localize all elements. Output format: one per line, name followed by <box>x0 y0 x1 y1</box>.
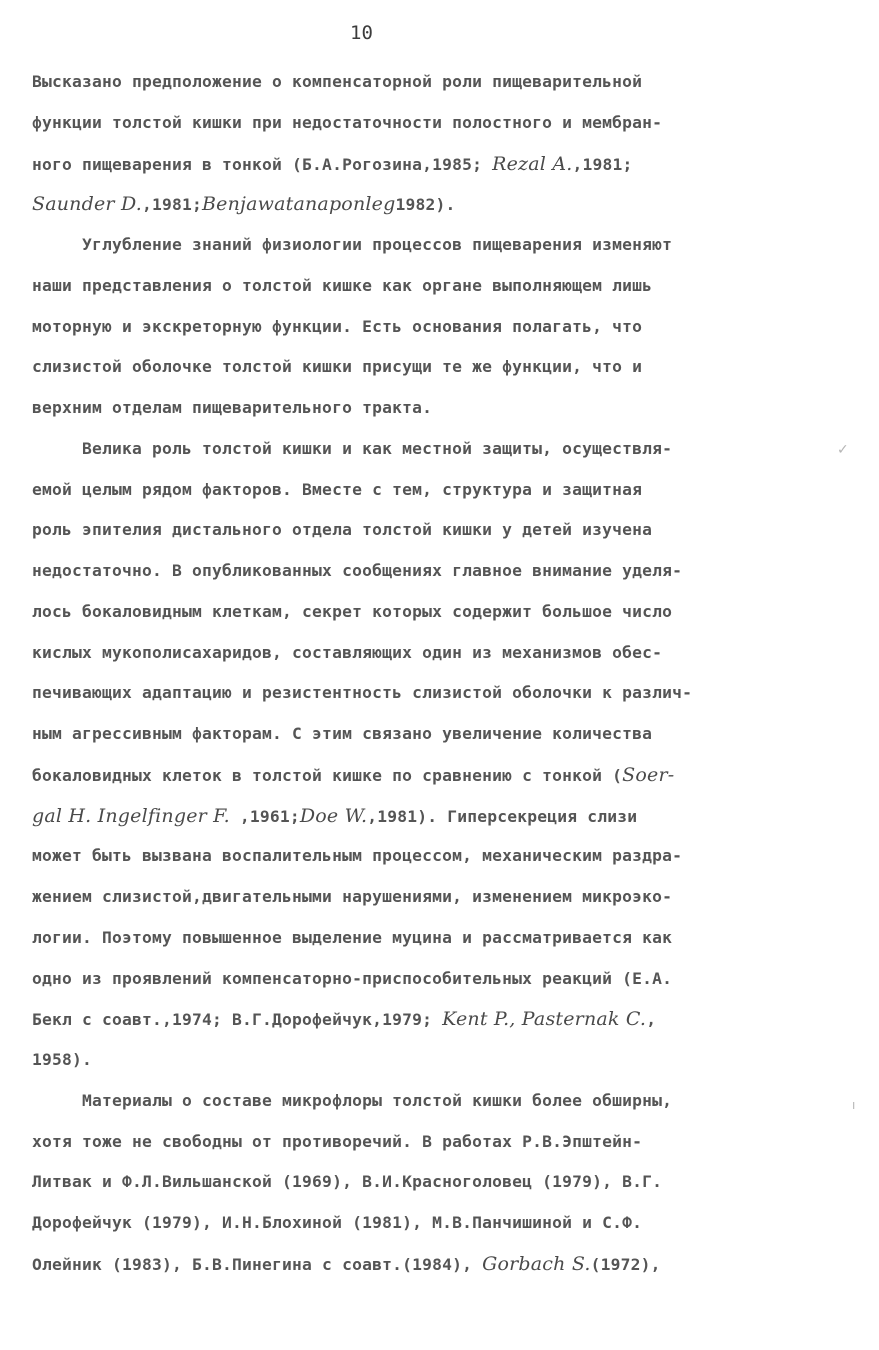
typed-text: моторную и экскреторную функции. Есть основания полагать, что <box>32 316 643 336</box>
typed-text: ,1981). Гиперсекреция слизи <box>367 806 638 826</box>
text-line <box>32 959 852 1000</box>
margin-mark: ı <box>852 1098 856 1112</box>
handwritten-citation: Gorbach S. <box>482 1252 591 1275</box>
typed-text: жением слизистой,двигательными нарушениями, изменением микроэко- <box>32 887 673 906</box>
typed-text: верхним отделам пищеварительного тракта. <box>32 398 433 417</box>
margin-check-mark: ✓ <box>837 442 849 458</box>
text-line <box>32 388 852 429</box>
handwritten-citation: Benjawatanaponleg <box>201 193 396 216</box>
handwritten-citation: Saunder D. <box>32 193 142 216</box>
typed-text: Дорофейчук (1979), И.Н.Блохиной (1981), М.В.Панчишиной и С.Ф. <box>32 1213 643 1232</box>
text-line <box>32 62 852 103</box>
typed-text: роль эпителия дистального отдела толстой кишки у детей изучена <box>32 520 653 540</box>
text-line <box>32 510 852 551</box>
text-line <box>32 1081 852 1122</box>
typed-text: функции толстой кишки при недостаточности полостного и мембран- <box>32 112 663 132</box>
typed-text: бокаловидных клеток в толстой кишке по сравнению с тонкой ( <box>32 765 623 785</box>
text-line <box>32 1040 852 1081</box>
typed-text: 1958). <box>32 1050 93 1069</box>
typed-text: ным агрессивным факторам. С этим связано увеличение количества <box>32 724 653 743</box>
document-body <box>32 62 852 1285</box>
typed-text: ,1981; <box>572 154 633 174</box>
text-line <box>32 796 852 837</box>
text-line <box>32 266 852 307</box>
typed-text: , <box>646 1010 657 1030</box>
text-line <box>32 184 852 225</box>
typed-text: ,1961; <box>229 806 300 826</box>
typed-text: может быть вызвана воспалительным процессом, механическим раздра- <box>32 846 683 866</box>
typed-text: лось бокаловидным клеткам, секрет которых содержит большое число <box>32 601 673 621</box>
text-line <box>32 470 852 511</box>
typed-text: (1972), <box>590 1254 661 1274</box>
text-line <box>32 429 852 470</box>
text-line <box>32 714 852 755</box>
text-line <box>32 999 852 1040</box>
typed-text: Литвак и Ф.Л.Вильшанской (1969), В.И.Красноголовец (1979), В.Г. <box>32 1172 663 1192</box>
page-number: 10 <box>350 22 373 44</box>
typed-text: одно из проявлений компенсаторно-приспособительных реакций (Е.А. <box>32 968 673 988</box>
typed-text: 1982). <box>395 195 456 215</box>
typed-text: ного пищеварения в тонкой (Б.А.Рогозина,1985; <box>32 154 493 174</box>
typed-text: Олейник (1983), Б.В.Пинегина с соавт.(1984), <box>32 1254 483 1274</box>
text-line <box>32 1244 852 1285</box>
text-line <box>32 103 852 144</box>
typed-text: печивающих адаптацию и резистентность слизистой оболочки к различ- <box>32 683 693 703</box>
typed-text: хотя тоже не свободны от противоречий. В работах Р.В.Эпштейн- <box>32 1131 643 1151</box>
text-line <box>32 347 852 388</box>
text-line <box>32 836 852 877</box>
typed-text: Углубление знаний физиологии процессов пищеварения изменяют <box>32 235 673 254</box>
typed-text: ,1981; <box>141 195 202 215</box>
text-line <box>32 918 852 959</box>
text-line <box>32 592 852 633</box>
typed-text: Бекл с соавт.,1974; В.Г.Дорофейчук,1979; <box>32 1010 443 1030</box>
text-line <box>32 755 852 796</box>
handwritten-citation: Doe W. <box>299 804 368 827</box>
typed-text: емой целым рядом факторов. Вместе с тем, структура и защитная <box>32 479 643 499</box>
typed-text: логии. Поэтому повышенное выделение муцина и рассматривается как <box>32 927 673 947</box>
handwritten-citation: Kent P., Pasternak C. <box>442 1008 647 1031</box>
text-line <box>32 1203 852 1244</box>
text-line <box>32 633 852 674</box>
typed-text: Высказано предположение о компенсаторной роли пищеварительной <box>32 72 643 91</box>
handwritten-citation: Soer- <box>622 763 675 786</box>
typed-text: недостаточно. В опубликованных сообщениях главное внимание уделя- <box>32 561 683 580</box>
text-line <box>32 144 852 185</box>
typed-text: кислых мукополисахаридов, составляющих один из механизмов обес- <box>32 642 663 662</box>
text-line <box>32 877 852 918</box>
typed-text: Велика роль толстой кишки и как местной защиты, осуществля- <box>32 438 673 458</box>
text-line <box>32 1122 852 1163</box>
typed-text: слизистой оболочке толстой кишки присущи те же функции, что и <box>32 357 643 377</box>
text-line <box>32 307 852 348</box>
handwritten-citation: Rezal A. <box>492 152 573 175</box>
typed-text: наши представления о толстой кишке как органе выполняющем лишь <box>32 275 653 295</box>
text-line <box>32 1162 852 1203</box>
text-line <box>32 225 852 266</box>
handwritten-citation: gal H. Ingelfinger F. <box>32 804 230 827</box>
typed-text: Материалы о составе микрофлоры толстой кишки более обширны, <box>32 1090 673 1110</box>
text-line <box>32 673 852 714</box>
text-line <box>32 551 852 592</box>
